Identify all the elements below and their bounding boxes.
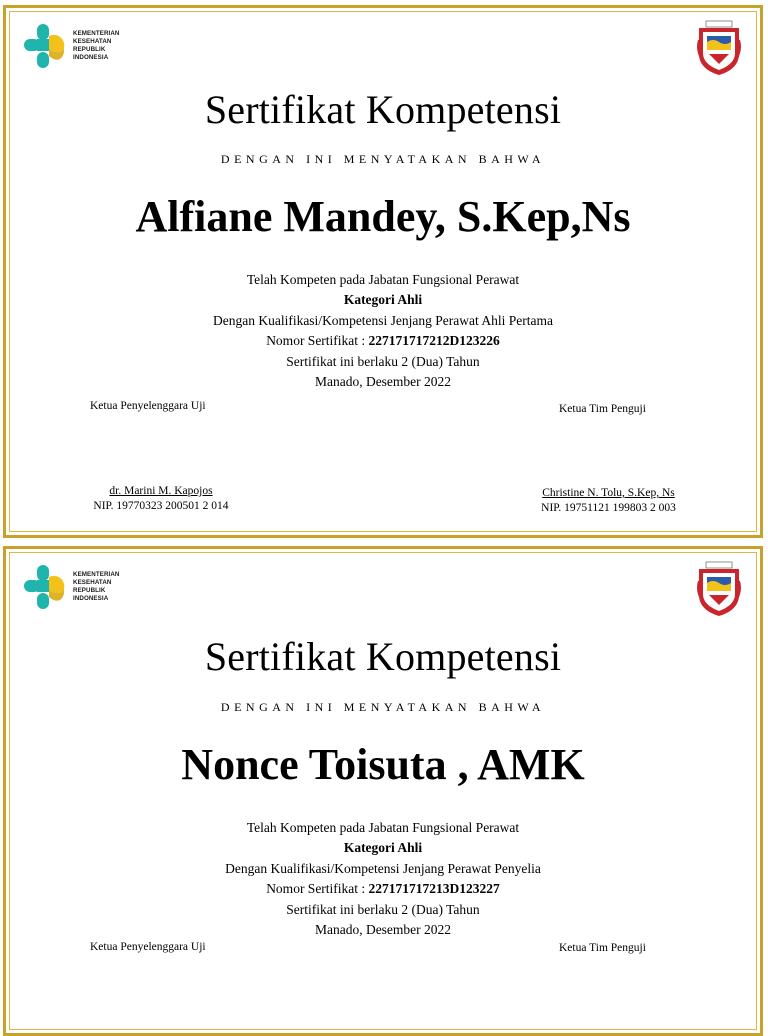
ministry-name: KEMENTERIAN KESEHATAN REPUBLIK INDONESIA bbox=[73, 571, 120, 602]
certificate-body bbox=[6, 818, 760, 940]
validity: Sertifikat ini berlaku 2 (Dua) Tahun bbox=[286, 353, 480, 369]
place-date: Manado, Desember 2022 bbox=[314, 374, 452, 390]
left-signer-name: dr. Marini M. Kapojos bbox=[109, 485, 213, 497]
right-signer-title: Ketua Tim Penguji bbox=[559, 942, 646, 954]
right-signer-name: Christine N. Tolu, S.Kep, Ns bbox=[542, 487, 675, 499]
recipient-name: Nonce Toisuta , AMK bbox=[181, 740, 585, 789]
certificate-subtitle: DENGAN INI MENYATAKAN BAHWA bbox=[220, 152, 546, 166]
category: Kategori Ahli bbox=[343, 292, 423, 308]
kemenkes-logo-icon bbox=[22, 563, 68, 611]
category: Kategori Ahli bbox=[343, 840, 423, 856]
certificate-number-value: 227171717212D123226 bbox=[368, 333, 500, 349]
place-date: Manado, Desember 2022 bbox=[314, 922, 452, 938]
certificate-2 bbox=[3, 546, 763, 1036]
certificate-1 bbox=[3, 5, 763, 538]
certificate-title: Sertifikat Kompetensi bbox=[204, 634, 562, 679]
validity: Sertifikat ini berlaku 2 (Dua) Tahun bbox=[286, 901, 480, 917]
certificate-subtitle: DENGAN INI MENYATAKAN BAHWA bbox=[220, 700, 546, 714]
right-signer-title: Ketua Tim Penguji bbox=[559, 403, 646, 415]
left-signer-title: Ketua Penyelenggara Uji bbox=[90, 941, 206, 953]
regional-emblem-icon bbox=[696, 561, 742, 617]
competency-statement: Telah Kompeten pada Jabatan Fungsional Perawat bbox=[246, 820, 520, 835]
left-signer-title: Ketua Penyelenggara Uji bbox=[90, 400, 206, 412]
ministry-logo bbox=[22, 22, 119, 70]
certificate-number bbox=[6, 331, 760, 351]
certificate-title: Sertifikat Kompetensi bbox=[204, 87, 562, 132]
certificate-number-label: Nomor Sertifikat : bbox=[266, 333, 366, 349]
certificate-number-value: 227171717213D123227 bbox=[368, 881, 500, 897]
certificate-body bbox=[6, 270, 760, 392]
certificate-number bbox=[6, 879, 760, 899]
regional-emblem-icon bbox=[696, 20, 742, 76]
left-signer-nip: NIP. 19770323 200501 2 014 bbox=[93, 500, 229, 512]
recipient-name: Alfiane Mandey, S.Kep,Ns bbox=[135, 192, 631, 241]
certificate-number-label: Nomor Sertifikat : bbox=[266, 881, 366, 897]
kemenkes-logo-icon bbox=[22, 22, 68, 70]
qualification: Dengan Kualifikasi/Kompetensi Jenjang Perawat Ahli Pertama bbox=[212, 312, 554, 328]
right-signature-block bbox=[516, 486, 701, 516]
competency-statement: Telah Kompeten pada Jabatan Fungsional Perawat bbox=[246, 272, 520, 287]
regional-emblem bbox=[696, 561, 742, 622]
right-signer-nip: NIP. 19751121 199803 2 003 bbox=[541, 502, 676, 514]
regional-emblem bbox=[696, 20, 742, 81]
ministry-logo bbox=[22, 563, 119, 611]
ministry-name: KEMENTERIAN KESEHATAN REPUBLIK INDONESIA bbox=[73, 30, 120, 61]
left-signature-block bbox=[76, 484, 246, 514]
qualification: Dengan Kualifikasi/Kompetensi Jenjang Perawat Penyelia bbox=[225, 860, 541, 876]
